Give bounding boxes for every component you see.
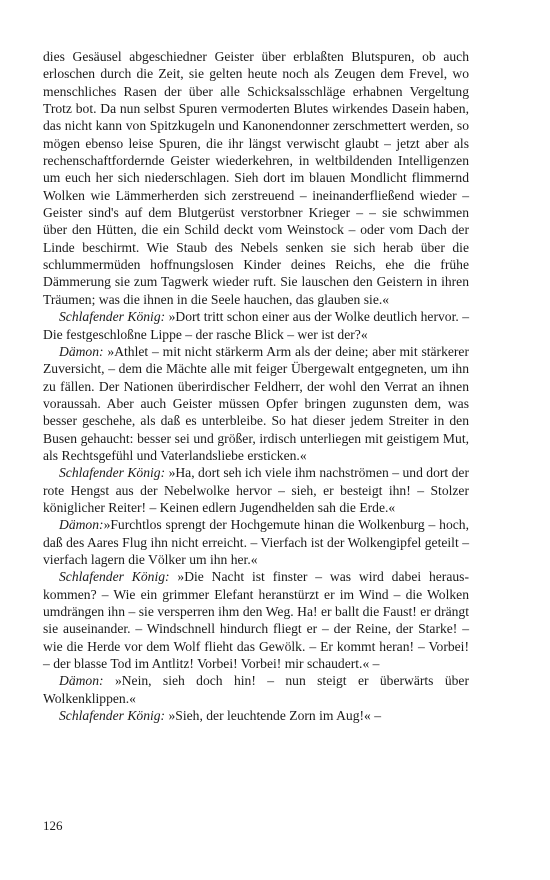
speaker-label: Dämon: <box>59 673 104 689</box>
paragraph-7-text: »Nein, sieh doch hin! – nun steigt er überwärts über Wolkenklippen.« <box>43 673 469 706</box>
paragraph-2-text: »Dort tritt schon einer aus der Wolke deutlich hervor. – Die festgeschloßne Lippe – der rasche Blick – wer ist der?« <box>43 309 469 342</box>
speaker-label: Schlafender König: <box>59 309 166 325</box>
speaker-label: Dämon: <box>59 343 104 359</box>
paragraph-5 <box>43 516 469 568</box>
paragraph-1 <box>43 48 469 308</box>
paragraph-7 <box>43 672 469 707</box>
paragraph-5-text: »Furchtlos sprengt der Hochgemute hinan die Wolkenburg – hoch, daß des Aares Flug ihn nicht erreicht. – Vierfach ist der Wolkengipfel geteilt – vierfach lagern die Völker um ihn her.« <box>43 517 469 567</box>
paragraph-8-text: »Sieh, der leuchtende Zorn im Aug!« – <box>168 708 382 724</box>
speaker-label: Schlafender König: <box>59 708 166 724</box>
paragraph-8 <box>43 707 469 724</box>
paragraph-3-text: »Athlet – mit nicht stärkerm Arm als der deine; aber mit stärkerer Zuversicht, – dem die Mächte alle mit feiger Übergewalt entgegneten, um ihn zu fällen. Der Nationen überirdischer Feldherr, der wohl den Verrat an ihnen voraussah. Aber auch Geister müssen Opfer bringen zugunsten dem, was besser geschehe, als daß es unterbleibe. So hat dieser jedem Streiter in den Busen gehaucht: besser sei und größer, irdisch unterliegen mit geistigem Mut, als Rechtsgefühl und Vaterlandsliebe ersticken.« <box>43 343 469 463</box>
paragraph-6-text: »Die Nacht ist finster – was wird dabei herauskommen? – Wie ein grimmer Elefant heranstürzt er im Wind – die Wolken umdrängen ihn – sie versperren ihm den Weg. Ha! er ballt die Faust! er drängt sie auseinander. – Windschnell hindurch fliegt er – der Reine, der Starke! – wie die Herde vor dem Wolf flieht das Gewölk. – Er kommt heran! – Vorbei! – der blasse Tod im Antlitz! Vorbei! Vorbei! mir schaudert.« – <box>43 569 469 672</box>
page-number: 126 <box>43 818 63 833</box>
speaker-label: Schlafender König: <box>59 569 170 585</box>
speaker-label: Schlafender König: <box>59 465 166 481</box>
paragraph-4 <box>43 464 469 516</box>
page-body <box>43 48 469 724</box>
paragraph-6 <box>43 568 469 672</box>
paragraph-3 <box>43 343 469 464</box>
paragraph-1-text: dies Gesäusel abgeschiedner Geister über erblaßten Blutspuren, ob auch erloschen durch die Zeit, sie gelten heute noch als Zeugen dem Frevel, wo menschliches Rasen der über alle Schicksalsschläge erhabnen Vergeltung Trotz bot. Da nun selbst Spuren vermoderten Blutes wirkendes Dasein haben, das nicht kann von Spitzkugeln und Kanonendonner zerschmettert werden, so mögen ebenso leise Spuren, die ihr längst verwischt glaubt – jetzt aber als rechenschaftfordernde Geister wiederkehren, in weltbildenden Intelligenzen um euch her sich niederschlagen. Sieh dort im blauen Mondlicht flimmernd Wolken wie Lämmerherden sich zerstreuend – ineinanderfließend wieder – Geister sind's auf dem Blutgerüst verstorbner Krieger – – sie schwimmen über den Hütten, die ein Schild deckt vom Weinstock – oder vom Dach der Linde beschirmt. Wie Staub des Nebels senken sie sich herab über die schlummermüden hoffnungslosen Kinder deines Reichs, ehe die frühe Dämmerung sie zum Tagwerk wieder ruft. Sie lauschen den Geistern in ihren Träumen; was die ihnen in die Seele hauchen, das glauben sie.« <box>43 49 469 307</box>
paragraph-2 <box>43 308 469 343</box>
paragraph-4-text: »Ha, dort seh ich viele ihm nachströmen – und dort der rote Hengst aus der Nebelwolke hervor – sieh, er besteigt ihn! – Stolzer königlicher Reiter! – Keinen edlern Jugendhelden sah die Erde.« <box>43 465 469 515</box>
speaker-label: Dämon: <box>59 517 104 533</box>
